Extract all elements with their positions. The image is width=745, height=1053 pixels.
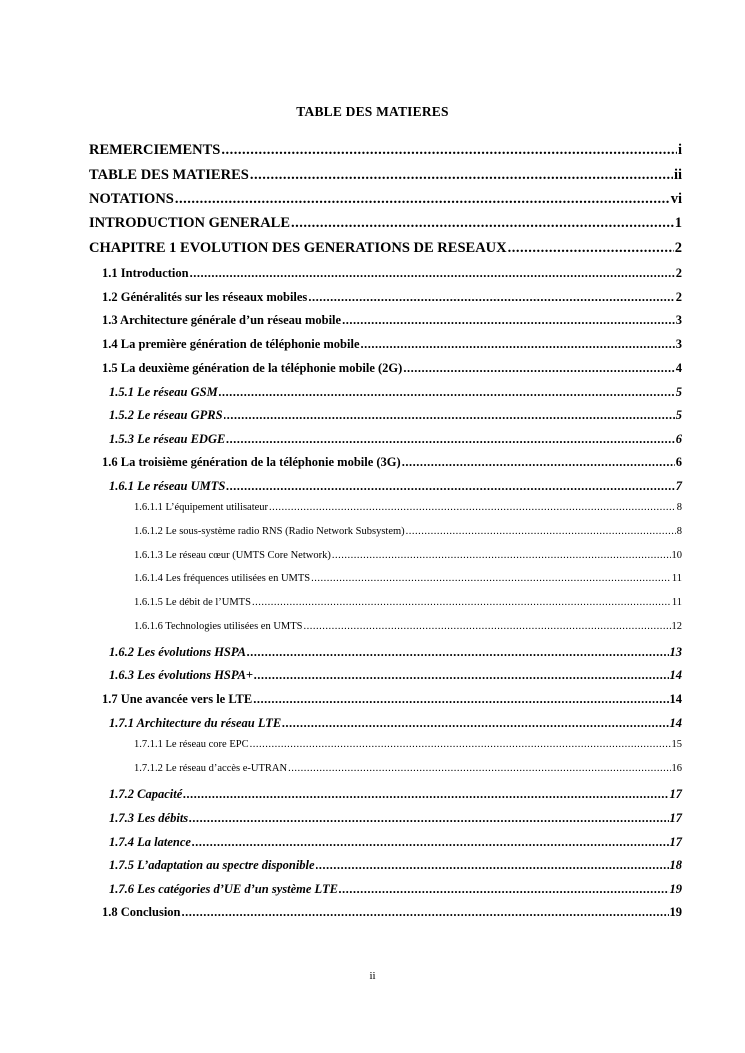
toc-entry-label: 1.6.3 Les évolutions HSPA+ [109,668,254,682]
toc-entry[interactable] [89,167,682,184]
toc-entry[interactable] [89,240,682,257]
toc-entry-page: 11 [671,573,682,584]
toc-entry-label: 1.7.3 Les débits [109,811,189,825]
toc-entry[interactable] [89,191,682,208]
toc-entry[interactable] [102,313,682,328]
toc-entry-page: 2 [675,266,682,280]
toc-entry[interactable] [102,266,682,281]
toc-entry-label: 1.7.1.1 Le réseau core EPC [134,739,249,750]
toc-entry-label: 1.6.1.2 Le sous-système radio RNS (Radio Network Subsystem) [134,526,405,537]
toc-entry-page: 10 [671,550,682,561]
toc-entry-page: vi [670,191,682,207]
toc-entry-label: 1.6.1.1 L’équipement utilisateur [134,502,269,513]
toc-entry[interactable] [109,385,682,400]
toc-entry-label: INTRODUCTION GENERALE [89,215,291,231]
toc-entry-page: 4 [675,361,682,375]
toc-entry[interactable] [109,835,682,850]
toc-entry-label: 1.5.1 Le réseau GSM [109,385,218,399]
toc-entry-page: 17 [669,787,682,801]
toc-dot-leader [226,432,674,447]
toc-entry-page: 16 [671,763,682,774]
toc-entry-label: 1.7.4 La latence [109,835,191,849]
toc-dot-leader [508,240,674,257]
toc-entry-label: 1.7.2 Capacité [109,787,183,801]
toc-entry-label: 1.7 Une avancée vers le LTE [102,692,253,706]
toc-entry-page: 15 [671,739,682,750]
toc-dot-leader [282,716,668,731]
toc-dot-leader [291,215,674,232]
toc-entry-page: 6 [675,432,682,446]
toc-entry-page: 11 [671,597,682,608]
toc-entry-label: NOTATIONS [89,191,174,207]
toc-entry[interactable] [134,502,682,513]
toc-entry[interactable] [102,692,682,707]
toc-entry-label: 1.6.1 Le réseau UMTS [109,479,226,493]
toc-entry-label: 1.5 La deuxième génération de la téléphonie mobile (2G) [102,361,403,375]
toc-entry-label: 1.2 Généralités sur les réseaux mobiles [102,290,308,304]
toc-dot-leader [339,882,669,897]
toc-entry-label: 1.8 Conclusion [102,905,181,919]
toc-entry[interactable] [109,479,682,494]
toc-entry-page: 17 [669,835,682,849]
toc-dot-leader [269,502,676,513]
toc-entry-page: 5 [675,408,682,422]
toc-entry-label: 1.5.2 Le réseau GPRS [109,408,223,422]
toc-dot-leader [403,361,674,376]
toc-dot-leader [221,142,677,159]
toc-dot-leader [304,621,671,632]
toc-entry[interactable] [109,408,682,423]
toc-entry-page: 14 [669,668,682,682]
toc-dot-leader [192,835,669,850]
toc-entry-label: TABLE DES MATIERES [89,167,249,183]
toc-dot-leader [250,167,673,184]
toc-entry-page: 13 [669,645,682,659]
toc-entry-label: 1.6.2 Les évolutions HSPA [109,645,246,659]
toc-entry[interactable] [109,787,682,802]
toc-dot-leader [189,811,668,826]
toc-entry-page: 17 [669,811,682,825]
toc-entry-label: 1.4 La première génération de téléphonie mobile [102,337,360,351]
toc-entry-label: 1.6.1.6 Technologies utilisées en UMTS [134,621,303,632]
toc-entry[interactable] [109,882,682,897]
toc-entry-page: 8 [676,502,682,513]
toc-entry-label: 1.7.1 Architecture du réseau LTE [109,716,282,730]
toc-entry[interactable] [89,142,682,159]
toc-dot-leader [190,266,675,281]
toc-dot-leader [342,313,675,328]
toc-entry-page: 3 [675,337,682,351]
page-number: ii [369,970,376,982]
toc-entry[interactable] [134,597,682,608]
toc-entry-label: 1.6.1.4 Les fréquences utilisées en UMTS [134,573,311,584]
toc-entry-page: 8 [676,526,682,537]
toc-entry-page: 14 [669,716,682,730]
toc-dot-leader [254,668,668,683]
toc-dot-leader [361,337,675,352]
toc-entry-label: REMERCIEMENTS [89,142,221,158]
toc-entry-page: 14 [669,692,682,706]
toc-entry[interactable] [109,668,682,683]
toc-entry[interactable] [134,526,682,537]
toc-entry-page: i [677,142,682,158]
toc-entry-page: 2 [674,240,682,256]
toc-entry[interactable] [134,550,682,561]
toc-entry-page: 1 [674,215,682,231]
toc-entry[interactable] [102,361,682,376]
toc-dot-leader [224,408,675,423]
toc-dot-leader [402,455,675,470]
toc-entry-label: 1.5.3 Le réseau EDGE [109,432,226,446]
toc-entry[interactable] [134,739,682,750]
toc-entry[interactable] [109,645,682,660]
toc-entry[interactable] [102,455,682,470]
toc-entry[interactable] [109,716,682,731]
toc-dot-leader [183,787,668,802]
toc-entry[interactable] [109,432,682,447]
toc-dot-leader [219,385,675,400]
toc-dot-leader [175,191,670,208]
toc-dot-leader [406,526,676,537]
toc-dot-leader [316,858,669,873]
toc-entry-label: CHAPITRE 1 EVOLUTION DES GENERATIONS DE RESEAUX [89,240,507,256]
toc-dot-leader [182,905,669,920]
toc-entry[interactable] [134,573,682,584]
toc-entry-page: ii [673,167,682,183]
toc-entry[interactable] [134,621,682,632]
toc-dot-leader [288,763,670,774]
toc-entry-label: 1.7.5 L’adaptation au spectre disponible [109,858,315,872]
toc-entry[interactable] [109,811,682,826]
toc-entry[interactable] [102,337,682,352]
toc-dot-leader [252,597,671,608]
toc-entry-label: 1.6.1.5 Le débit de l’UMTS [134,597,251,608]
toc-dot-leader [250,739,671,750]
toc-entry-page: 19 [669,905,682,919]
toc-dot-leader [247,645,669,660]
toc-dot-leader [332,550,671,561]
toc-entry[interactable] [109,858,682,873]
toc-entry-label: 1.3 Architecture générale d’un réseau mobile [102,313,342,327]
toc-entry-label: 1.7.1.2 Le réseau d’accès e-UTRAN [134,763,288,774]
toc-dot-leader [253,692,668,707]
toc-entry[interactable] [134,763,682,774]
toc-entry[interactable] [102,905,682,920]
toc-entry-page: 5 [675,385,682,399]
toc-entry-page: 6 [675,455,682,469]
toc-entry-page: 3 [675,313,682,327]
toc-entry[interactable] [102,290,682,305]
toc-entry-label: 1.6.1.3 Le réseau cœur (UMTS Core Network) [134,550,331,561]
toc-entry-label: 1.7.6 Les catégories d’UE d’un système LTE [109,882,338,896]
toc-entry-page: 12 [671,621,682,632]
toc-entry-page: 19 [669,882,682,896]
toc-dot-leader [311,573,671,584]
toc-entry-label: 1.6 La troisième génération de la téléphonie mobile (3G) [102,455,401,469]
toc-entry-page: 18 [669,858,682,872]
toc-entry[interactable] [89,215,682,232]
page-title: TABLE DES MATIERES [296,104,449,119]
toc-entry-page: 2 [675,290,682,304]
toc-entry-page: 7 [675,479,682,493]
toc-entry-label: 1.1 Introduction [102,266,189,280]
toc-dot-leader [308,290,674,305]
toc-dot-leader [226,479,674,494]
